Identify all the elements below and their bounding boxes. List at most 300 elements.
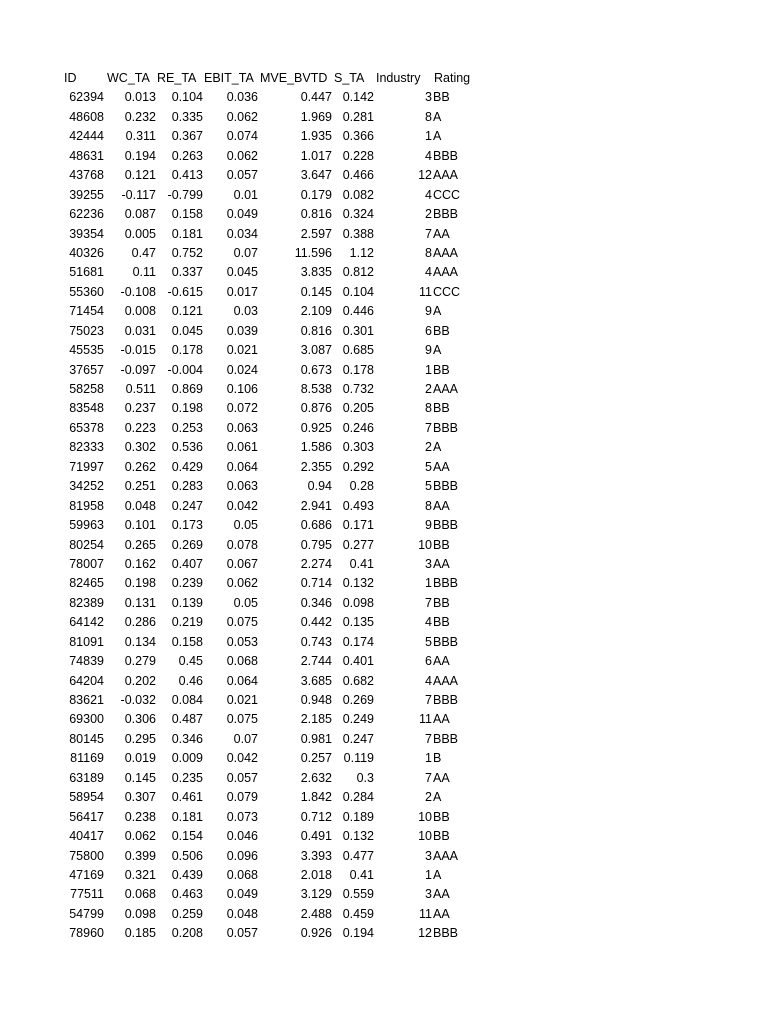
cell-rating: AA [433, 712, 450, 727]
cell-rating: AAA [433, 673, 459, 688]
cell-id: 48608 [69, 109, 104, 124]
cell-rating: AA [433, 226, 450, 241]
header-s-ta: S_TA [334, 71, 365, 85]
table-row [0, 691, 768, 710]
cell-mve-bvtd: 11.596 [294, 245, 332, 260]
cell-mve-bvtd: 8.538 [300, 382, 332, 396]
cell-wc-ta: 0.062 [124, 829, 156, 844]
cell-re-ta: 0.198 [171, 401, 203, 416]
table-row [0, 613, 768, 632]
cell-re-ta: 0.487 [171, 712, 203, 727]
cell-mve-bvtd: 2.941 [300, 498, 332, 513]
cell-mve-bvtd: 2.018 [300, 867, 332, 882]
cell-s-ta: 0.41 [349, 867, 374, 882]
cell-rating: A [433, 129, 442, 144]
table-row [0, 244, 768, 263]
cell-industry: 4 [425, 187, 432, 202]
table-row [0, 127, 768, 146]
cell-ebit-ta: 0.078 [226, 537, 258, 552]
cell-industry: 3 [425, 848, 432, 863]
table-row [0, 108, 768, 127]
table-row [0, 380, 768, 399]
cell-ebit-ta: 0.067 [226, 556, 258, 571]
cell-rating: BBB [433, 518, 459, 533]
cell-re-ta: 0.247 [171, 498, 203, 513]
cell-re-ta: 0.413 [171, 168, 203, 183]
cell-rating: BBB [433, 693, 459, 707]
cell-rating: AA [433, 459, 450, 474]
cell-s-ta: 0.301 [342, 323, 374, 338]
cell-id: 39255 [69, 187, 104, 202]
cell-rating: BB [433, 401, 450, 416]
cell-s-ta: 0.119 [343, 751, 374, 766]
cell-industry: 1 [425, 129, 432, 144]
cell-id: 62394 [69, 90, 104, 105]
table-row [0, 322, 768, 341]
cell-ebit-ta: 0.048 [226, 906, 258, 921]
cell-mve-bvtd: 0.442 [300, 615, 332, 630]
cell-wc-ta: 0.237 [124, 401, 156, 416]
table-row [0, 88, 768, 107]
header-wc-ta: WC_TA [107, 71, 150, 85]
cell-id: 55360 [69, 284, 104, 299]
cell-ebit-ta: 0.07 [233, 245, 258, 260]
table-row [0, 730, 768, 749]
cell-mve-bvtd: 0.926 [300, 926, 332, 941]
cell-industry: 11 [419, 284, 432, 299]
cell-wc-ta: 0.306 [124, 712, 156, 727]
cell-re-ta: 0.158 [171, 207, 203, 222]
cell-mve-bvtd: 3.129 [300, 887, 332, 902]
cell-re-ta: 0.346 [171, 731, 203, 746]
cell-ebit-ta: 0.057 [226, 770, 258, 785]
cell-industry: 2 [425, 440, 432, 455]
cell-re-ta: -0.799 [167, 187, 203, 202]
cell-id: 39354 [69, 226, 104, 241]
cell-industry: 6 [425, 323, 432, 338]
cell-id: 63189 [69, 770, 104, 785]
cell-s-ta: 1.12 [349, 245, 374, 260]
cell-industry: 4 [425, 265, 432, 280]
cell-id: 58258 [69, 382, 104, 396]
cell-ebit-ta: 0.068 [226, 867, 258, 882]
cell-rating: BB [433, 595, 450, 610]
cell-mve-bvtd: 3.647 [300, 168, 332, 183]
header-industry: Industry [376, 71, 421, 85]
spreadsheet-table [0, 69, 768, 944]
cell-mve-bvtd: 2.109 [300, 304, 332, 319]
cell-industry: 1 [425, 576, 432, 591]
cell-wc-ta: 0.031 [124, 323, 156, 338]
table-row [0, 186, 768, 205]
cell-mve-bvtd: 1.969 [300, 109, 332, 124]
cell-mve-bvtd: 0.145 [300, 284, 332, 299]
cell-mve-bvtd: 0.795 [300, 537, 332, 552]
table-row [0, 263, 768, 282]
cell-wc-ta: 0.302 [124, 440, 156, 455]
cell-re-ta: 0.158 [171, 634, 203, 649]
cell-rating: AAA [433, 848, 459, 863]
cell-rating: BBB [433, 926, 459, 941]
cell-id: 83621 [69, 693, 104, 707]
cell-mve-bvtd: 0.876 [300, 401, 332, 416]
cell-wc-ta: -0.117 [121, 187, 156, 202]
cell-id: 71997 [69, 459, 104, 474]
cell-rating: BBB [433, 576, 459, 591]
cell-mve-bvtd: 1.842 [300, 790, 332, 805]
cell-rating: A [433, 304, 442, 319]
cell-s-ta: 0.292 [342, 459, 374, 474]
table-row [0, 399, 768, 418]
table-row [0, 458, 768, 477]
cell-mve-bvtd: 0.816 [300, 323, 332, 338]
cell-industry: 9 [425, 304, 432, 319]
cell-mve-bvtd: 0.712 [300, 809, 332, 824]
cell-wc-ta: -0.032 [120, 693, 156, 707]
cell-id: 74839 [69, 654, 104, 669]
cell-re-ta: 0.253 [171, 420, 203, 435]
cell-s-ta: 0.178 [342, 362, 374, 377]
cell-re-ta: 0.104 [171, 90, 203, 105]
cell-wc-ta: 0.232 [124, 109, 156, 124]
cell-ebit-ta: 0.05 [233, 595, 258, 610]
cell-industry: 2 [425, 382, 432, 396]
cell-industry: 12 [418, 926, 432, 941]
cell-id: 65378 [69, 420, 104, 435]
header-rating: Rating [434, 71, 471, 85]
cell-mve-bvtd: 2.355 [300, 459, 332, 474]
cell-wc-ta: 0.311 [125, 129, 156, 144]
cell-re-ta: 0.506 [171, 848, 203, 863]
cell-wc-ta: 0.223 [124, 420, 156, 435]
table-row [0, 652, 768, 671]
cell-id: 42444 [69, 129, 104, 144]
cell-s-ta: 0.812 [342, 265, 374, 280]
cell-ebit-ta: 0.046 [226, 829, 258, 844]
cell-re-ta: 0.045 [171, 323, 203, 338]
cell-s-ta: 0.269 [342, 693, 374, 707]
cell-wc-ta: -0.015 [120, 343, 156, 358]
cell-mve-bvtd: 0.491 [300, 829, 332, 844]
cell-wc-ta: 0.019 [124, 751, 156, 766]
cell-wc-ta: 0.048 [124, 498, 156, 513]
cell-s-ta: 0.104 [342, 284, 374, 299]
cell-s-ta: 0.732 [342, 382, 374, 396]
cell-s-ta: 0.281 [342, 109, 374, 124]
table-row [0, 225, 768, 244]
table-row [0, 361, 768, 380]
cell-wc-ta: 0.121 [124, 168, 156, 183]
cell-wc-ta: 0.068 [124, 887, 156, 902]
table-row [0, 283, 768, 302]
cell-wc-ta: 0.262 [124, 459, 156, 474]
cell-s-ta: 0.174 [342, 634, 374, 649]
cell-s-ta: 0.366 [342, 129, 374, 144]
cell-wc-ta: 0.511 [125, 382, 156, 396]
cell-wc-ta: 0.098 [124, 906, 156, 921]
cell-ebit-ta: 0.017 [226, 284, 258, 299]
cell-wc-ta: 0.399 [124, 848, 156, 863]
cell-s-ta: 0.401 [342, 654, 374, 669]
cell-rating: CCC [433, 187, 461, 202]
cell-ebit-ta: 0.061 [226, 440, 258, 455]
cell-ebit-ta: 0.07 [233, 731, 258, 746]
cell-re-ta: 0.536 [171, 440, 203, 455]
cell-s-ta: 0.446 [342, 304, 374, 319]
cell-id: 78007 [69, 556, 104, 571]
cell-wc-ta: 0.307 [124, 790, 156, 805]
cell-rating: AAA [433, 245, 459, 260]
cell-rating: BBB [433, 731, 459, 746]
table-row [0, 905, 768, 924]
cell-re-ta: -0.004 [167, 362, 203, 377]
cell-ebit-ta: 0.053 [226, 634, 258, 649]
cell-industry: 7 [425, 693, 432, 707]
cell-re-ta: 0.869 [171, 382, 203, 396]
cell-id: 77511 [70, 887, 104, 902]
cell-wc-ta: 0.005 [124, 226, 156, 241]
table-row [0, 710, 768, 729]
cell-wc-ta: 0.11 [132, 265, 156, 280]
cell-re-ta: 0.121 [171, 304, 203, 319]
cell-rating: BB [433, 615, 450, 630]
cell-wc-ta: 0.202 [124, 673, 156, 688]
cell-mve-bvtd: 0.686 [300, 518, 332, 533]
cell-re-ta: 0.46 [178, 673, 203, 688]
cell-mve-bvtd: 1.586 [300, 440, 332, 455]
cell-ebit-ta: 0.064 [226, 459, 258, 474]
cell-mve-bvtd: 0.948 [300, 693, 332, 707]
cell-s-ta: 0.41 [349, 556, 374, 571]
cell-re-ta: 0.208 [171, 926, 203, 941]
cell-mve-bvtd: 0.257 [300, 751, 332, 766]
table-row [0, 808, 768, 827]
cell-mve-bvtd: 0.714 [300, 576, 332, 591]
cell-re-ta: -0.615 [167, 284, 203, 299]
cell-rating: AA [433, 770, 450, 785]
cell-s-ta: 0.477 [342, 848, 374, 863]
cell-s-ta: 0.132 [342, 576, 374, 591]
cell-industry: 10 [418, 537, 432, 552]
cell-s-ta: 0.277 [342, 537, 374, 552]
cell-wc-ta: 0.279 [124, 654, 156, 669]
cell-s-ta: 0.098 [342, 595, 374, 610]
cell-re-ta: 0.178 [171, 343, 203, 358]
cell-mve-bvtd: 0.94 [307, 479, 332, 494]
cell-ebit-ta: 0.075 [226, 712, 258, 727]
cell-s-ta: 0.082 [342, 187, 374, 202]
cell-re-ta: 0.181 [171, 809, 203, 824]
cell-rating: A [433, 343, 442, 358]
cell-ebit-ta: 0.062 [226, 576, 258, 591]
cell-re-ta: 0.461 [171, 790, 203, 805]
table-row [0, 302, 768, 321]
cell-industry: 3 [425, 887, 432, 902]
cell-id: 34252 [69, 479, 104, 494]
cell-id: 51681 [69, 265, 104, 280]
cell-ebit-ta: 0.021 [226, 693, 258, 707]
cell-ebit-ta: 0.021 [226, 343, 258, 358]
cell-re-ta: 0.269 [171, 537, 203, 552]
table-row [0, 633, 768, 652]
cell-re-ta: 0.337 [171, 265, 203, 280]
cell-id: 71454 [69, 304, 104, 319]
cell-re-ta: 0.235 [171, 770, 203, 785]
cell-id: 75023 [69, 323, 104, 338]
cell-rating: BBB [433, 479, 459, 494]
table-row [0, 205, 768, 224]
cell-ebit-ta: 0.03 [233, 304, 258, 319]
cell-re-ta: 0.463 [171, 887, 203, 902]
cell-rating: B [433, 751, 442, 766]
table-row [0, 769, 768, 788]
cell-re-ta: 0.139 [171, 595, 203, 610]
cell-rating: A [433, 109, 442, 124]
cell-re-ta: 0.283 [171, 479, 203, 494]
cell-wc-ta: 0.134 [124, 634, 156, 649]
cell-ebit-ta: 0.042 [226, 751, 258, 766]
cell-rating: BBB [433, 420, 459, 435]
cell-rating: AA [433, 887, 450, 902]
cell-industry: 10 [418, 829, 432, 844]
cell-ebit-ta: 0.042 [226, 498, 258, 513]
cell-mve-bvtd: 3.087 [300, 343, 332, 358]
cell-rating: BB [433, 323, 450, 338]
cell-id: 81091 [69, 634, 104, 649]
cell-s-ta: 0.228 [342, 148, 374, 163]
cell-rating: BB [433, 90, 450, 105]
cell-ebit-ta: 0.075 [226, 615, 258, 630]
cell-wc-ta: 0.013 [124, 90, 156, 105]
cell-ebit-ta: 0.068 [226, 654, 258, 669]
cell-id: 56417 [69, 809, 104, 824]
cell-id: 48631 [69, 148, 104, 163]
table-row [0, 477, 768, 496]
cell-wc-ta: 0.162 [124, 556, 156, 571]
cell-ebit-ta: 0.024 [226, 362, 258, 377]
cell-rating: A [433, 440, 442, 455]
cell-s-ta: 0.132 [342, 829, 374, 844]
cell-industry: 3 [425, 556, 432, 571]
cell-mve-bvtd: 2.185 [300, 712, 332, 727]
cell-ebit-ta: 0.01 [233, 187, 258, 202]
cell-industry: 2 [425, 207, 432, 222]
cell-ebit-ta: 0.057 [226, 926, 258, 941]
cell-ebit-ta: 0.063 [226, 420, 258, 435]
header-id: ID [64, 71, 77, 85]
header-row [0, 69, 768, 88]
cell-rating: AA [433, 556, 450, 571]
table-row [0, 574, 768, 593]
cell-mve-bvtd: 0.925 [300, 420, 332, 435]
cell-re-ta: 0.173 [171, 518, 203, 533]
cell-mve-bvtd: 3.393 [300, 848, 332, 863]
cell-id: 80254 [69, 537, 104, 552]
cell-re-ta: 0.239 [171, 576, 203, 591]
cell-industry: 6 [425, 654, 432, 669]
cell-industry: 11 [419, 906, 432, 921]
cell-id: 75800 [69, 848, 104, 863]
cell-rating: BBB [433, 634, 459, 649]
cell-ebit-ta: 0.062 [226, 148, 258, 163]
table-row [0, 341, 768, 360]
cell-re-ta: 0.009 [171, 751, 203, 766]
cell-s-ta: 0.303 [342, 440, 374, 455]
cell-industry: 4 [425, 673, 432, 688]
cell-id: 37657 [69, 362, 104, 377]
cell-s-ta: 0.493 [342, 498, 374, 513]
cell-wc-ta: 0.251 [124, 479, 156, 494]
table-row [0, 147, 768, 166]
cell-rating: BB [433, 829, 450, 844]
cell-industry: 7 [425, 226, 432, 241]
cell-ebit-ta: 0.049 [226, 207, 258, 222]
cell-re-ta: 0.335 [171, 109, 203, 124]
cell-s-ta: 0.466 [342, 168, 374, 183]
table-row [0, 847, 768, 866]
cell-rating: BBB [433, 148, 459, 163]
cell-rating: AAA [433, 265, 459, 280]
cell-ebit-ta: 0.034 [226, 226, 258, 241]
header-re-ta: RE_TA [157, 71, 197, 85]
cell-mve-bvtd: 2.488 [300, 906, 332, 921]
cell-wc-ta: 0.087 [124, 207, 156, 222]
cell-industry: 3 [425, 90, 432, 105]
cell-s-ta: 0.135 [342, 615, 374, 630]
cell-industry: 7 [425, 770, 432, 785]
cell-id: 81958 [69, 498, 104, 513]
cell-industry: 11 [419, 712, 432, 727]
cell-id: 40417 [69, 829, 104, 844]
table-row [0, 672, 768, 691]
table-row [0, 594, 768, 613]
cell-re-ta: 0.45 [178, 654, 203, 669]
cell-re-ta: 0.752 [171, 245, 203, 260]
cell-wc-ta: 0.265 [124, 537, 156, 552]
cell-rating: BB [433, 537, 450, 552]
cell-wc-ta: 0.008 [124, 304, 156, 319]
cell-industry: 1 [425, 751, 432, 766]
cell-re-ta: 0.259 [171, 906, 203, 921]
cell-rating: AAA [433, 382, 459, 396]
cell-industry: 8 [425, 401, 432, 416]
cell-wc-ta: -0.108 [120, 284, 156, 299]
cell-s-ta: 0.249 [342, 712, 374, 727]
cell-id: 64204 [69, 673, 104, 688]
cell-mve-bvtd: 0.447 [300, 90, 332, 105]
table-row [0, 536, 768, 555]
cell-rating: CCC [433, 284, 461, 299]
cell-industry: 4 [425, 615, 432, 630]
cell-industry: 4 [425, 148, 432, 163]
cell-s-ta: 0.459 [342, 906, 374, 921]
cell-rating: AA [433, 906, 450, 921]
cell-industry: 1 [425, 362, 432, 377]
cell-ebit-ta: 0.036 [226, 90, 258, 105]
cell-mve-bvtd: 3.835 [300, 265, 332, 280]
cell-re-ta: 0.084 [171, 693, 203, 707]
cell-ebit-ta: 0.074 [226, 129, 258, 144]
table-row [0, 788, 768, 807]
cell-ebit-ta: 0.063 [226, 479, 258, 494]
cell-mve-bvtd: 2.632 [300, 770, 332, 785]
cell-industry: 8 [425, 245, 432, 260]
cell-wc-ta: 0.295 [124, 731, 156, 746]
cell-s-ta: 0.284 [342, 790, 374, 805]
cell-rating: AA [433, 654, 450, 669]
cell-s-ta: 0.324 [342, 207, 374, 222]
cell-mve-bvtd: 0.179 [300, 187, 332, 202]
